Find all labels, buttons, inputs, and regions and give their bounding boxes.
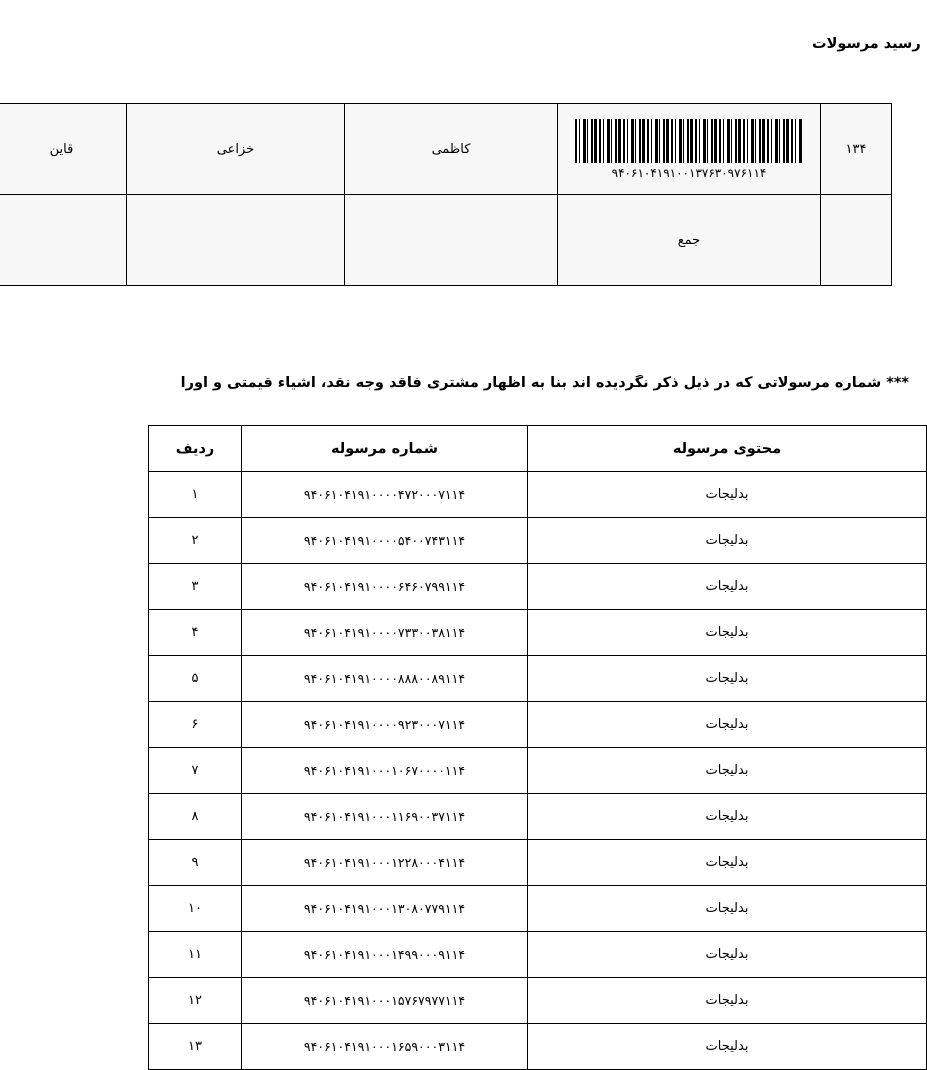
- parcel-number: ۹۴۰۶۱۰۴۱۹۱۰۰۰۰۹۲۳۰۰۰۷۱۱۴: [242, 702, 528, 748]
- table-row: [149, 932, 927, 978]
- column-header-index: ردیف: [149, 426, 242, 472]
- parcel-index: ۱: [149, 472, 242, 518]
- parcel-number: ۹۴۰۶۱۰۴۱۹۱۰۰۰۱۲۲۸۰۰۰۴۱۱۴: [242, 840, 528, 886]
- table-row: [149, 1024, 927, 1070]
- parcel-number: ۹۴۰۶۱۰۴۱۹۱۰۰۰۱۶۵۹۰۰۰۳۱۱۴: [242, 1024, 528, 1070]
- summary-sender-name: کاظمی: [345, 104, 558, 195]
- table-header-row: [149, 426, 927, 472]
- parcel-index: ۳: [149, 564, 242, 610]
- receipt-summary-table: [0, 103, 892, 286]
- parcel-index: ۱۲: [149, 978, 242, 1024]
- summary-row-number: ۱۳۴: [821, 104, 892, 195]
- parcel-number: ۹۴۰۶۱۰۴۱۹۱۰۰۰۱۵۷۶۷۹۷۷۱۱۴: [242, 978, 528, 1024]
- parcel-index: ۷: [149, 748, 242, 794]
- parcel-number: ۹۴۰۶۱۰۴۱۹۱۰۰۰۱۳۰۸۰۷۷۹۱۱۴: [242, 886, 528, 932]
- parcel-list-table: [27, 425, 927, 1070]
- parcel-number: ۹۴۰۶۱۰۴۱۹۱۰۰۰۱۱۶۹۰۰۳۷۱۱۴: [242, 794, 528, 840]
- parcel-content: بدلیجات: [528, 656, 927, 702]
- parcel-index: ۹: [149, 840, 242, 886]
- parcel-index: ۱۰: [149, 886, 242, 932]
- parcel-index: ۱۱: [149, 932, 242, 978]
- parcel-content: بدلیجات: [528, 610, 927, 656]
- parcel-content: بدلیجات: [528, 748, 927, 794]
- barcode-number: ۹۴۰۶۱۰۴۱۹۱۰۰۱۳۷۶۳۰۹۷۶۱۱۴: [611, 165, 767, 180]
- total-blank-2: [127, 195, 345, 286]
- parcel-content: بدلیجات: [528, 702, 927, 748]
- parcel-number: ۹۴۰۶۱۰۴۱۹۱۰۰۰۰۵۴۰۰۷۴۳۱۱۴: [242, 518, 528, 564]
- parcel-number: ۹۴۰۶۱۰۴۱۹۱۰۰۰۰۶۴۶۰۷۹۹۱۱۴: [242, 564, 528, 610]
- parcel-number: ۹۴۰۶۱۰۴۱۹۱۰۰۰۱۴۹۹۰۰۰۹۱۱۴: [242, 932, 528, 978]
- parcel-content: بدلیجات: [528, 886, 927, 932]
- parcel-number: ۹۴۰۶۱۰۴۱۹۱۰۰۰۰۷۳۳۰۰۳۸۱۱۴: [242, 610, 528, 656]
- parcel-index: ۶: [149, 702, 242, 748]
- table-row: [149, 564, 927, 610]
- parcel-content: بدلیجات: [528, 932, 927, 978]
- table-row: [149, 610, 927, 656]
- parcel-content: بدلیجات: [528, 794, 927, 840]
- parcel-index: ۲: [149, 518, 242, 564]
- parcel-content: بدلیجات: [528, 1024, 927, 1070]
- table-row: [149, 748, 927, 794]
- total-blank-1: [345, 195, 558, 286]
- parcel-index: ۸: [149, 794, 242, 840]
- parcel-index: ۱۳: [149, 1024, 242, 1070]
- parcel-content: بدلیجات: [528, 840, 927, 886]
- parcel-number: ۹۴۰۶۱۰۴۱۹۱۰۰۰۱۰۶۷۰۰۰۰۱۱۴: [242, 748, 528, 794]
- table-row: [149, 518, 927, 564]
- summary-receiver-name: خزاعی: [127, 104, 345, 195]
- total-row-number: [821, 195, 892, 286]
- table-row: [149, 656, 927, 702]
- parcel-content: بدلیجات: [528, 472, 927, 518]
- table-row-total: [0, 195, 892, 286]
- barcode-icon: [575, 119, 803, 163]
- total-blank-3: [0, 195, 127, 286]
- table-row: [0, 104, 892, 195]
- parcel-content: بدلیجات: [528, 564, 927, 610]
- parcel-content: بدلیجات: [528, 518, 927, 564]
- table-row: [149, 886, 927, 932]
- column-header-content: محتوی مرسوله: [528, 426, 927, 472]
- parcel-number: ۹۴۰۶۱۰۴۱۹۱۰۰۰۰۴۷۲۰۰۰۷۱۱۴: [242, 472, 528, 518]
- table-row: [149, 702, 927, 748]
- table-row: [149, 840, 927, 886]
- parcel-index: ۵: [149, 656, 242, 702]
- parcel-content: بدلیجات: [528, 978, 927, 1024]
- parcel-number: ۹۴۰۶۱۰۴۱۹۱۰۰۰۰۸۸۸۰۰۸۹۱۱۴: [242, 656, 528, 702]
- parcel-index: ۴: [149, 610, 242, 656]
- column-header-number: شماره مرسوله: [242, 426, 528, 472]
- total-label: جمع: [558, 195, 821, 286]
- table-row: [149, 472, 927, 518]
- page-title: رسید مرسولات: [812, 36, 921, 52]
- summary-city: قاین: [0, 104, 127, 195]
- summary-barcode-cell: [558, 104, 821, 195]
- table-row: [149, 794, 927, 840]
- declaration-note: *** شماره مرسولاتی که در ذیل ذکر نگردیده اند بنا به اظهار مشتری فاقد وجه نقد، اشیاء قیمتی و اورا: [180, 375, 909, 391]
- table-row: [149, 978, 927, 1024]
